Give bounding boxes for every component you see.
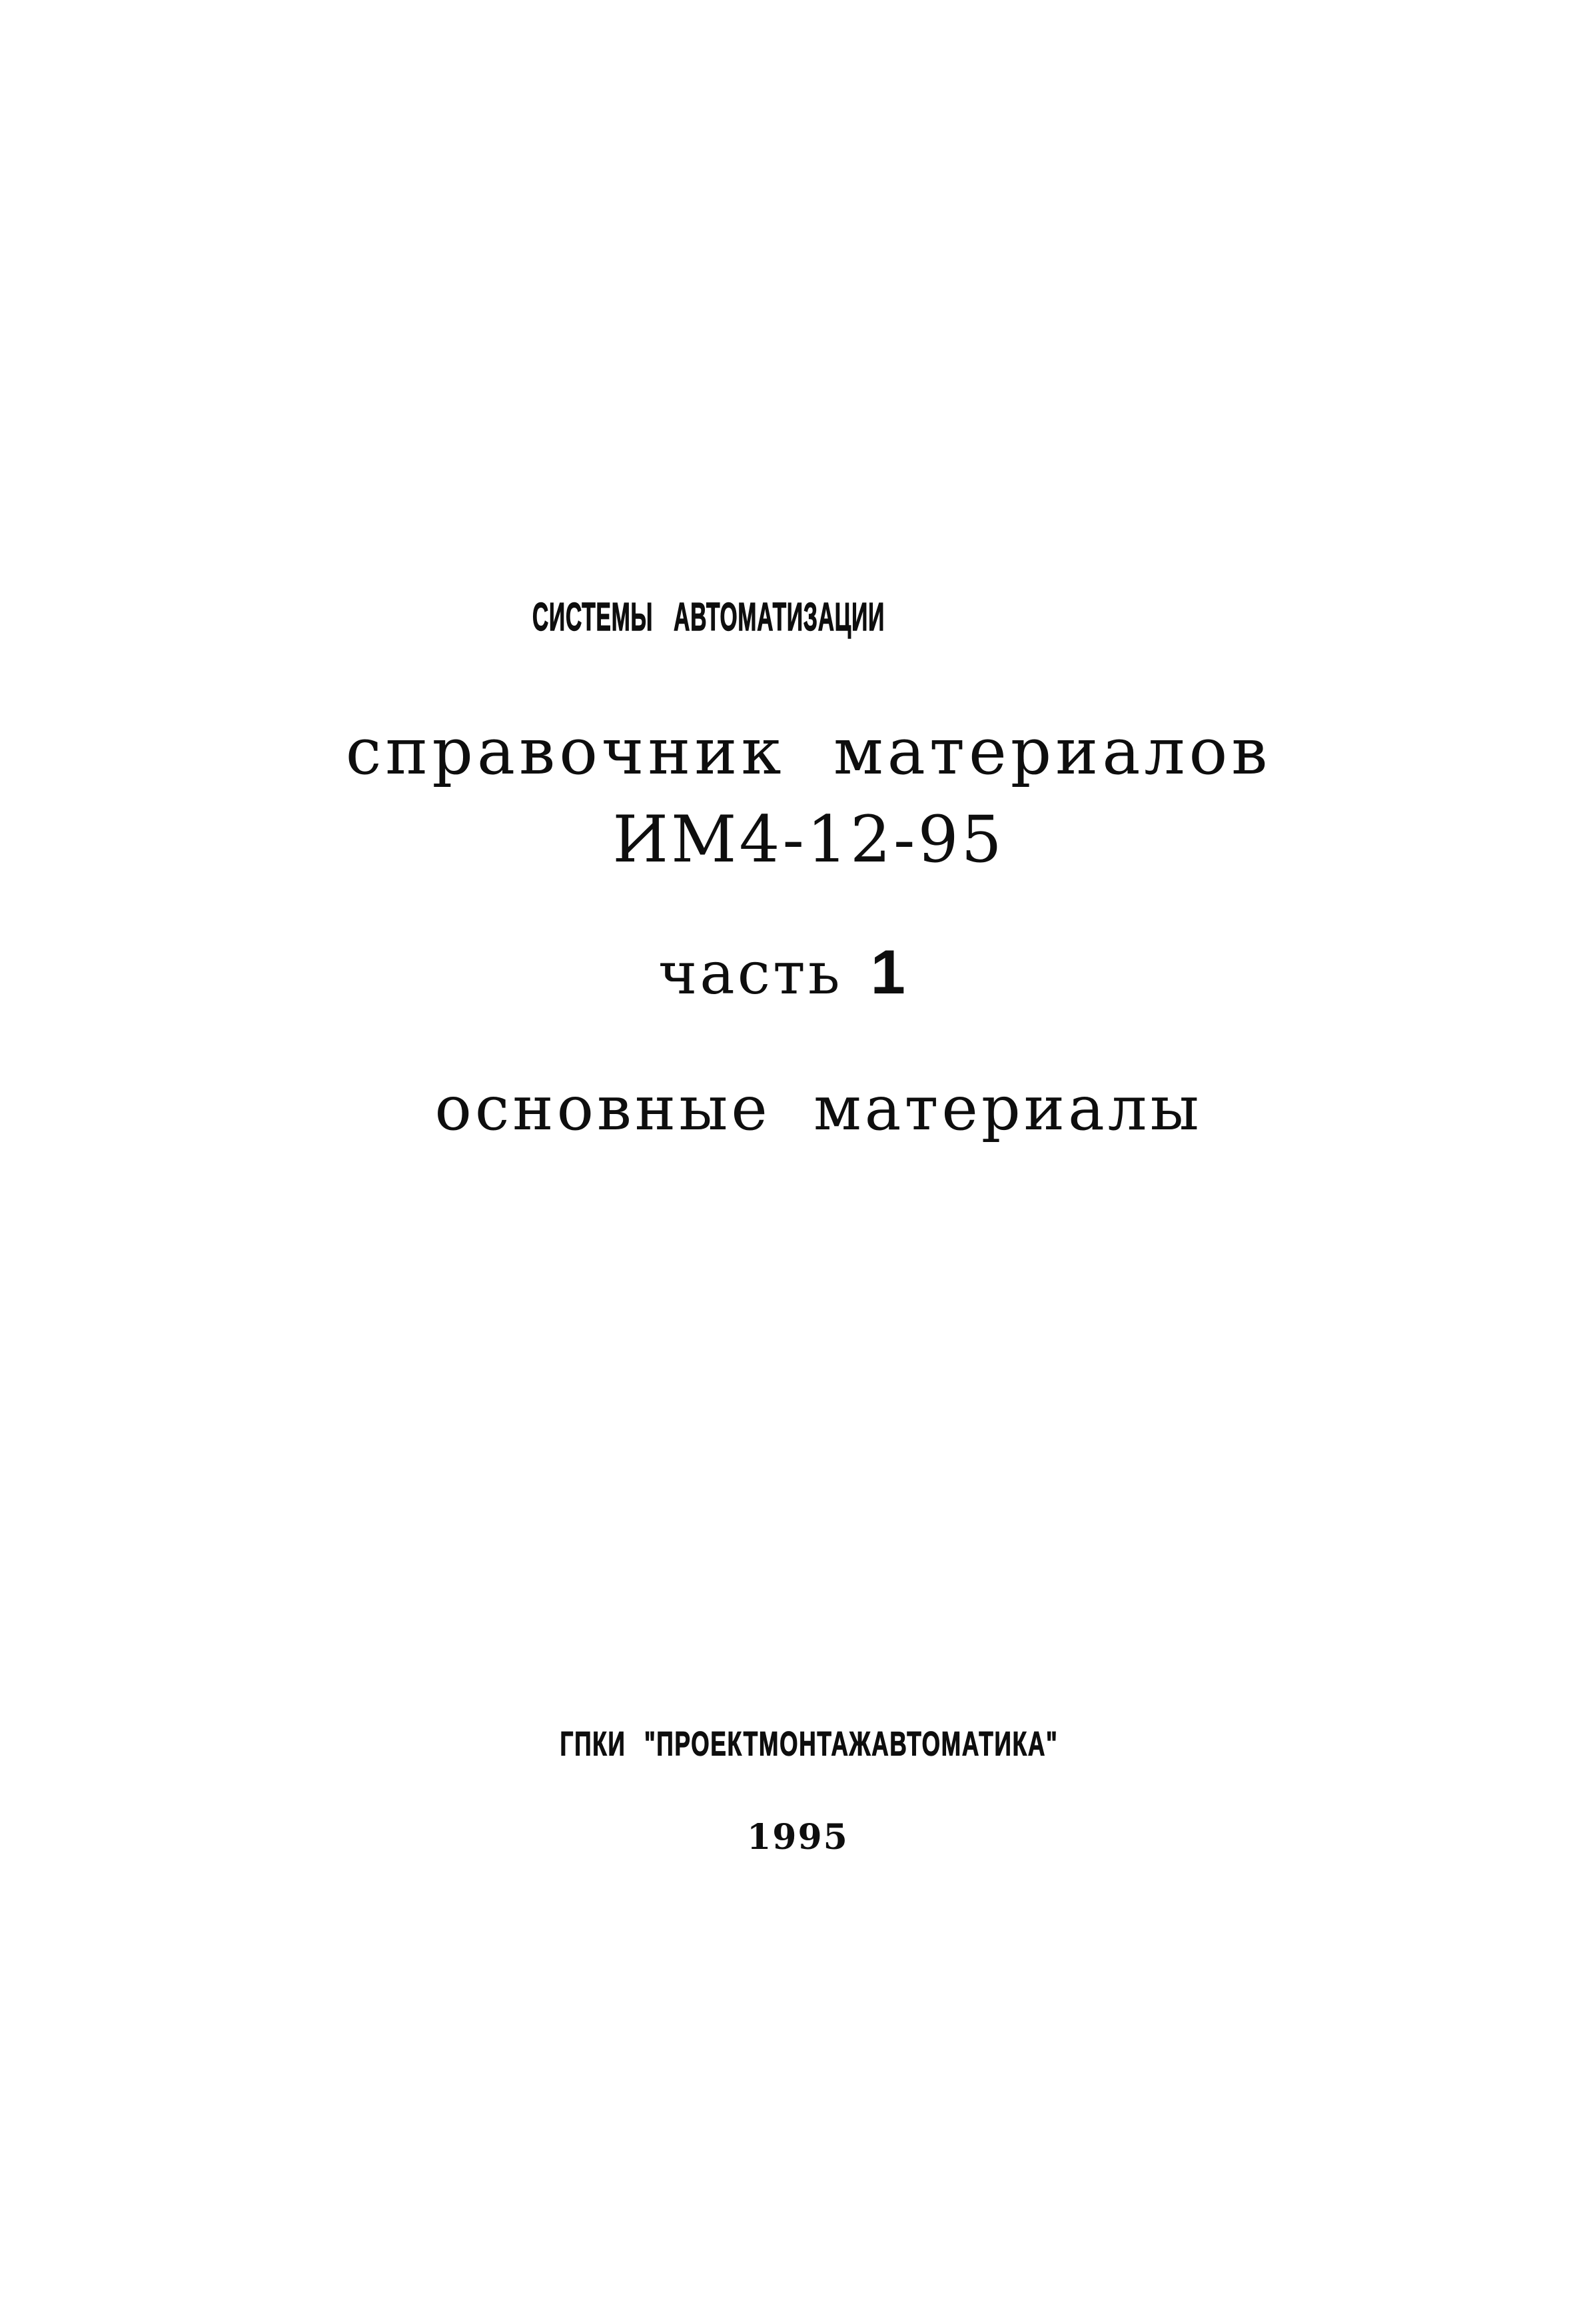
document-category-label: СИСТЕМЫ АВТОМАТИЗАЦИИ <box>532 594 885 639</box>
document-title-line-1: справочник материалов <box>345 714 1272 789</box>
publication-year: 1995 <box>747 1817 849 1858</box>
part-word: часть <box>658 939 843 1007</box>
document-subtitle: основные материалы <box>434 1073 1203 1144</box>
publisher-label: ГПКИ "ПРОЕКТМОНТАЖАВТОМАТИКА" <box>560 1725 1059 1764</box>
part-line <box>0 937 1572 1007</box>
part-number: 1 <box>870 937 908 1007</box>
document-code: ИМ4-12-95 <box>612 802 1005 877</box>
